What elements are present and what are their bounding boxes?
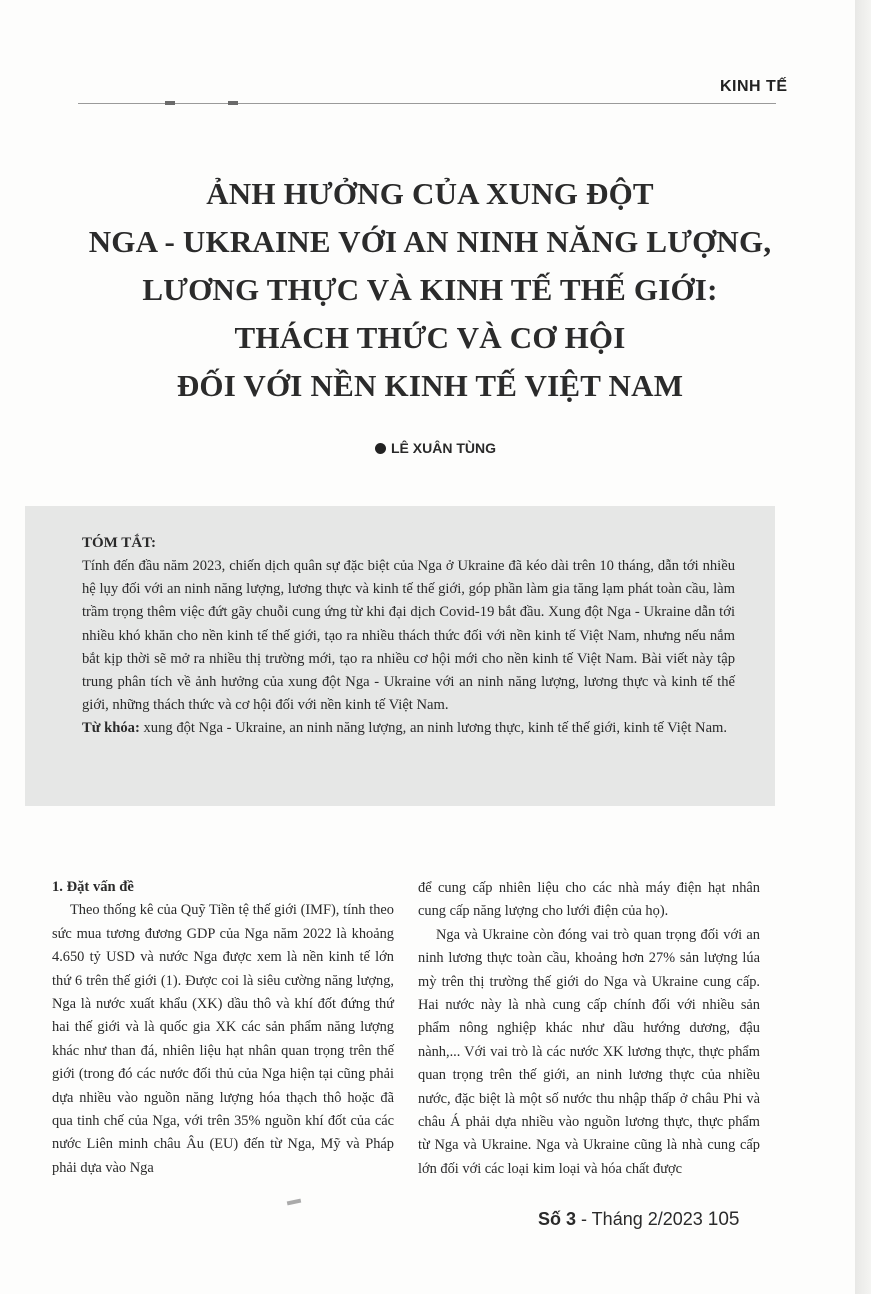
title-line: ĐỐI VỚI NỀN KINH TẾ VIỆT NAM	[176, 368, 684, 403]
title-line: ẢNH HƯỞNG CỦA XUNG ĐỘT	[206, 176, 654, 211]
page-number: 105	[707, 1209, 740, 1230]
author-name: LÊ XUÂN TÙNG	[391, 440, 496, 456]
issue-label: Số 3	[538, 1209, 577, 1229]
scan-mark	[287, 1199, 302, 1206]
header-rule	[78, 103, 776, 104]
page-footer	[538, 1209, 739, 1231]
abstract-heading: TÓM TẮT:	[82, 535, 157, 551]
title-line: THÁCH THỨC VÀ CƠ HỘI	[234, 320, 626, 355]
section-label: KINH TẾ	[720, 78, 788, 95]
title-line: NGA - UKRAINE VỚI AN NINH NĂNG LƯỢNG,	[88, 224, 772, 259]
paragraph: Nga và Ukraine còn đóng vai trò quan trọng đối với an ninh lương thực toàn cầu, khoảng hơn 27% sản lượng lúa mỳ trên thị trường thế giới do Nga và Ukraine cung cấp. Hai nước này là nhà cung cấp chính đối với nhiều sản phẩm nông nghiệp khác như dầu hướng dương, đậu nành,... Với vai trò là các nước XK lương thực, thực phẩm quan trọng trên thế giới, an ninh lương thực của nhiều nước, đặc biệt là một số nước thu nhập thấp ở châu Phi và châu Á phải dựa nhiều vào nguồn lương thực, thực phẩm từ Nga và Ukraine. Nga và Ukraine cũng là nhà cung cấp lớn đối với các loại kim loại và hóa chất được	[418, 926, 760, 1177]
article-title	[20, 170, 840, 410]
paragraph-continuation: để cung cấp nhiên liệu cho các nhà máy điện hạt nhân cung cấp năng lượng cho lưới điện của họ).	[418, 880, 760, 920]
bullet-icon	[375, 443, 386, 454]
issue-date: - Tháng 2/2023	[576, 1209, 703, 1229]
keywords-label: Từ khóa:	[82, 720, 140, 737]
page-edge-shadow	[841, 0, 871, 1294]
title-line: LƯƠNG THỰC VÀ KINH TẾ THẾ GIỚI:	[142, 272, 718, 307]
section-heading: 1. Đặt vấn đề	[52, 879, 134, 895]
header-rule-tick	[165, 101, 175, 105]
author-byline	[0, 440, 871, 456]
abstract-body: Tính đến đầu năm 2023, chiến dịch quân sự đặc biệt của Nga ở Ukraine đã kéo dài trên 10 tháng, dẫn tới nhiều hệ lụy đối với an ninh năng lượng, lương thực và kinh tế thế giới, góp phần làm gia tăng lạm phát toàn cầu, làm trầm trọng thêm việc đứt gãy chuỗi cung ứng từ khi đại dịch Covid-19 bắt đầu. Xung đột Nga - Ukraine dẫn tới nhiều khó khăn cho nền kinh tế thế giới, tạo ra nhiều thách thức đối với nền kinh tế Việt Nam, nhưng nếu nắm bắt kịp thời sẽ mở ra nhiều thị trường mới, tạo ra nhiều cơ hội mới cho nền kinh tế Việt Nam. Bài viết này tập trung phân tích về ảnh hưởng của xung đột Nga - Ukraine với an ninh năng lượng, lương thực và kinh tế thế giới, những thách thức và cơ hội đối với nền kinh tế Việt Nam.	[82, 558, 735, 714]
right-column	[418, 877, 760, 1181]
paragraph: Theo thống kê của Quỹ Tiền tệ thế giới (IMF), tính theo sức mua tương đương GDP của Nga năm 2022 là khoảng 4.650 tỷ USD và nước Nga được xem là nền kinh tế lớn thứ 6 trên thế giới (1). Được coi là siêu cường năng lượng, Nga là nước xuất khẩu (XK) dầu thô và khí đốt đứng thứ hai thế giới và là quốc gia XK các sản phẩm năng lượng khác như than đá, nhiên liệu hạt nhân quan trọng trên thế giới (trong đó các nước đối thủ của Nga hiện tại cũng phải dựa nhiều vào nguồn năng lượng hóa thạch thô hoặc đã qua tinh chế của Nga, với trên 35% nguồn khí đốt của các nước Liên minh châu Âu (EU) đến từ Nga, Mỹ và Pháp phải dựa vào Nga	[52, 902, 394, 1176]
keywords	[82, 717, 735, 740]
header-rule-tick	[228, 101, 238, 105]
left-column	[52, 876, 394, 1180]
abstract-box	[25, 506, 775, 806]
keywords-text: xung đột Nga - Ukraine, an ninh năng lượng, an ninh lương thực, kinh tế thế giới, kinh tế Việt Nam.	[139, 720, 728, 737]
